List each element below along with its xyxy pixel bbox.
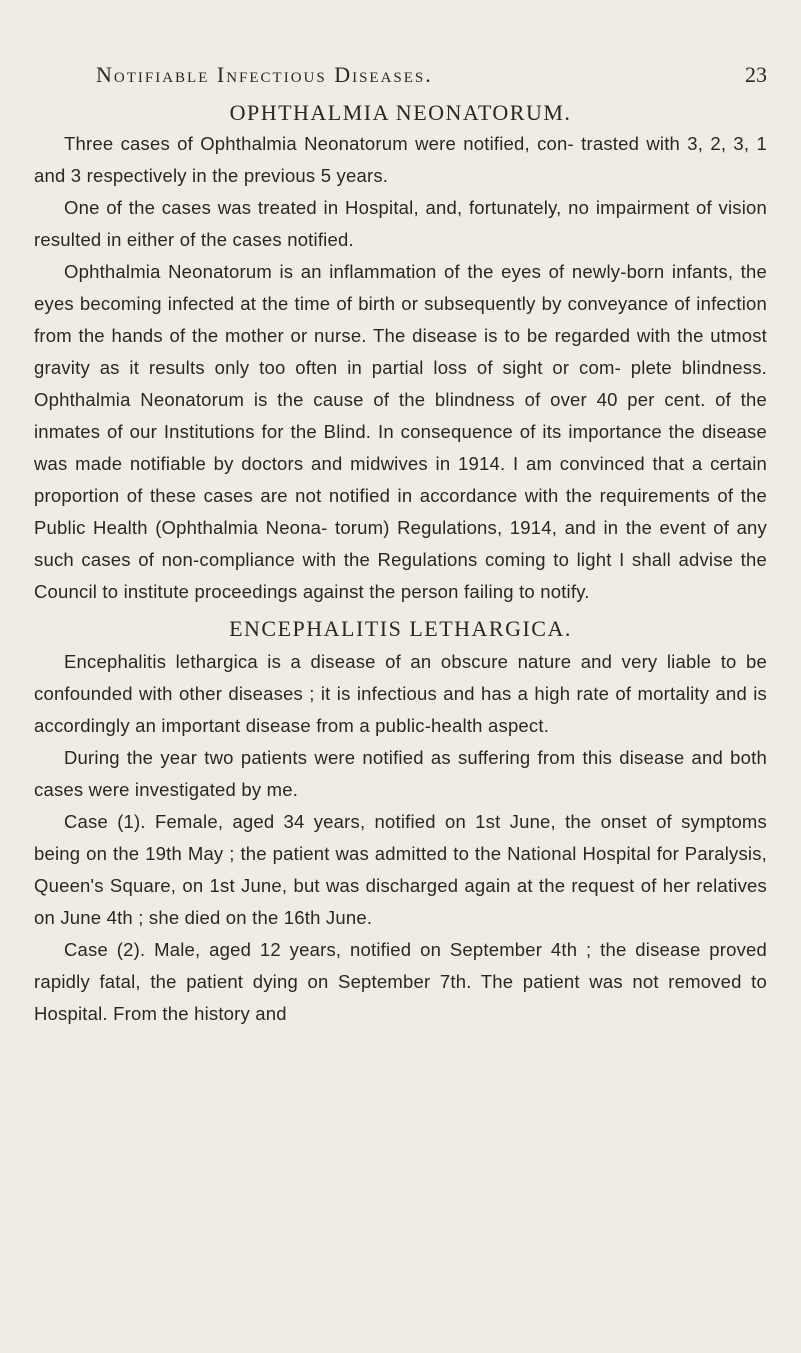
- paragraph: Ophthalmia Neonatorum is an inflammation of the eyes of newly-born infants, the eyes becoming infected at the time of birth or subsequently by conveyance of infection from the hands of the mother or nurse. The disease is to be regarded with the utmost gravity as it results only too often in partial loss of sight or com- plete blindness. Ophthalmia Neonatorum is the cause of the blindness of over 40 per cent. of the inmates of our Institutions for the Blind. In consequence of its importance the disease was made notifiable by doctors and midwives in 1914. I am convinced that a certain proportion of these cases are not notified in accordance with the requirements of the Public Health (Ophthalmia Neona- torum) Regulations, 1914, and in the event of any such cases of non-compliance with the Regulations coming to light I shall advise the Council to institute proceedings against the person failing to notify.: [34, 261, 767, 602]
- page-number: 23: [745, 62, 767, 87]
- paragraph: One of the cases was treated in Hospital, and, fortunately, no impairment of vision resulted in either of the cases notified.: [34, 197, 767, 250]
- section-heading-encephalitis: ENCEPHALITIS LETHARGICA.: [229, 616, 572, 641]
- paragraph: Three cases of Ophthalmia Neonatorum were notified, con- trasted with 3, 2, 3, 1 and 3 respectively in the previous 5 years.: [34, 133, 767, 186]
- running-header: [34, 62, 767, 98]
- paragraph: Encephalitis lethargica is a disease of an obscure nature and very liable to be confounded with other diseases ; it is infectious and has a high rate of mortality and is accordingly an important disease from a public-health aspect.: [34, 651, 767, 736]
- paragraph: During the year two patients were notified as suffering from this disease and both cases were investigated by me.: [34, 747, 767, 800]
- section-heading-ophthalmia: OPHTHALMIA NEONATORUM.: [229, 100, 572, 125]
- running-title: Notifiable Infectious Diseases.: [96, 62, 433, 87]
- paragraph: Case (1). Female, aged 34 years, notified on 1st June, the onset of symptoms being on the 19th May ; the patient was admitted to the National Hospital for Paralysis, Queen's Square, on 1st June, but was discharged again at the request of her relatives on June 4th ; she died on the 16th June.: [34, 811, 767, 928]
- paragraph: Case (2). Male, aged 12 years, notified on September 4th ; the disease proved rapidly fatal, the patient dying on September 7th. The patient was not removed to Hospital. From the history and: [34, 939, 767, 1024]
